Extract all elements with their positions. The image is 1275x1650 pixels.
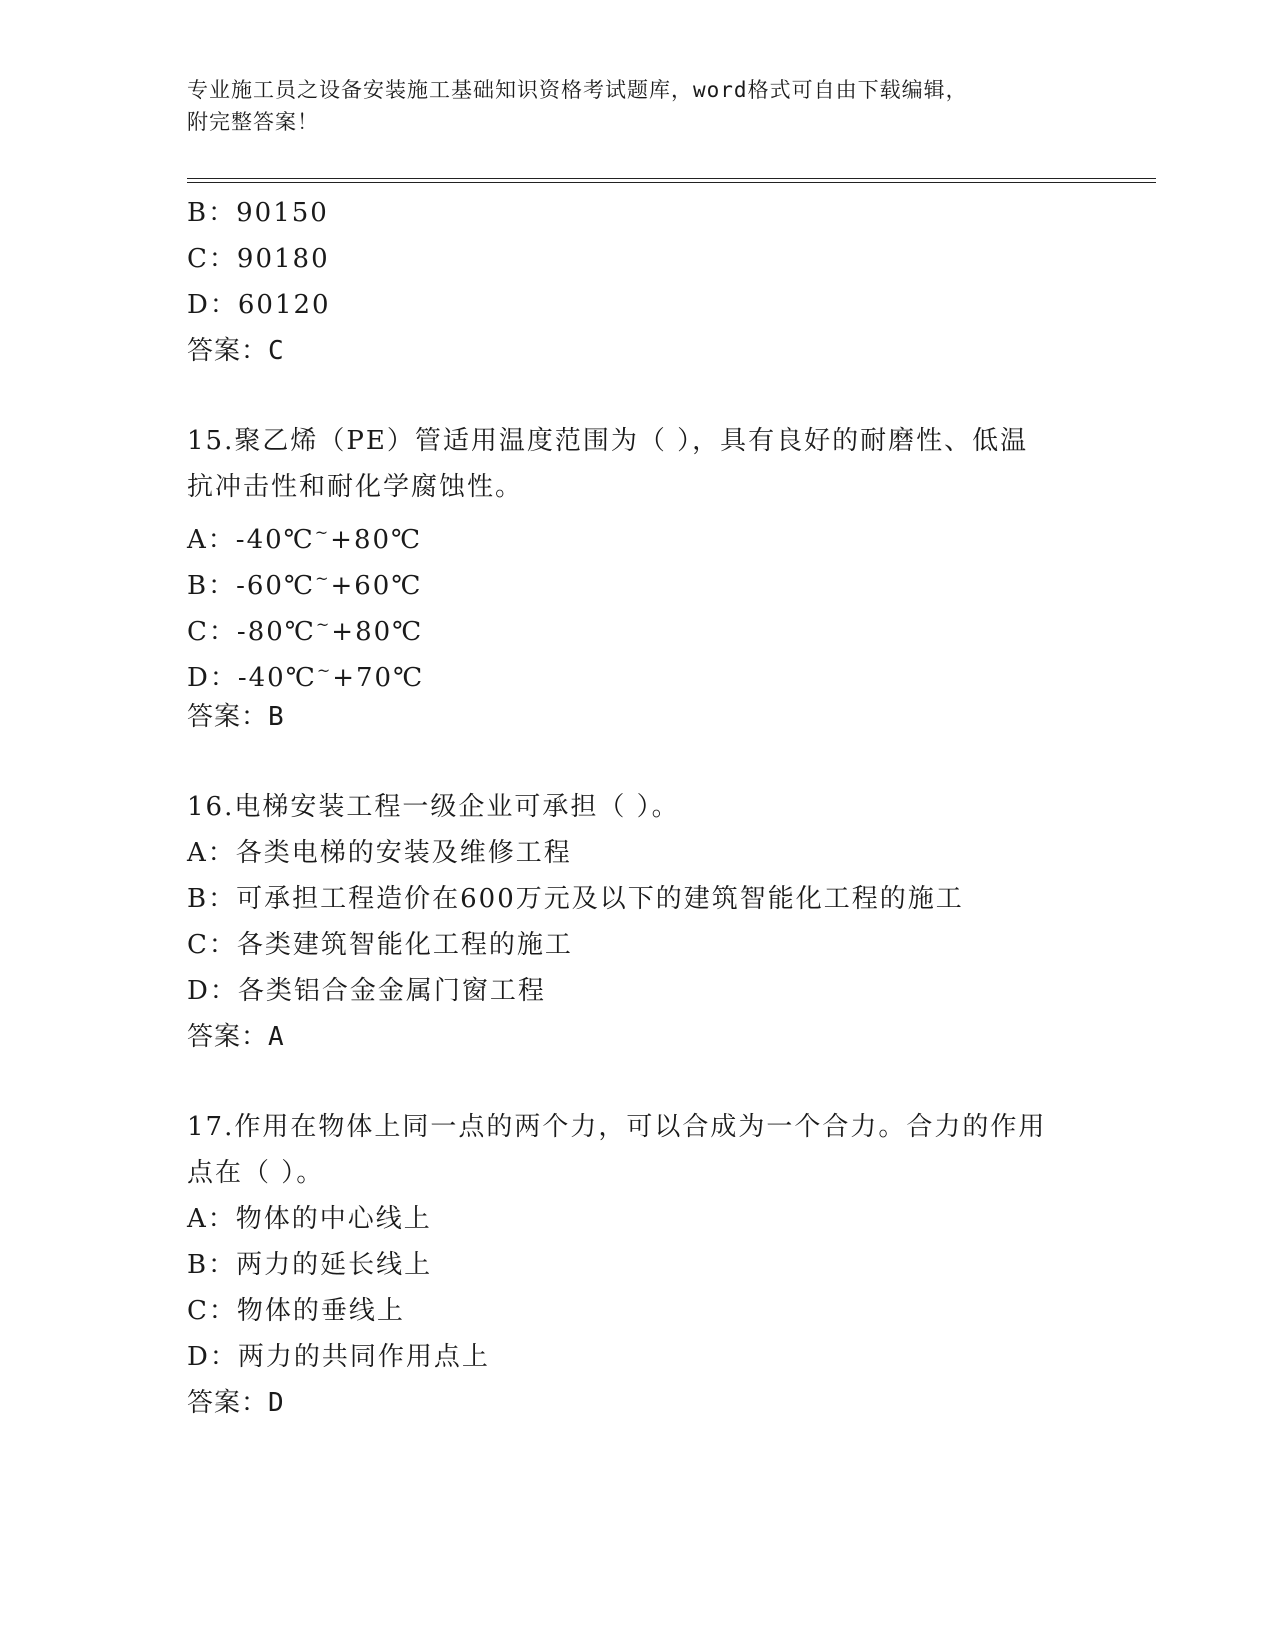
option-b <box>187 876 1087 922</box>
option-text: 物体的垂线上 <box>236 1296 405 1326</box>
option-temp-low: -60℃ <box>236 571 316 601</box>
option-text: 各类电梯的安装及维修工程 <box>235 838 572 868</box>
option-text: 两力的延长线上 <box>236 1250 433 1280</box>
stem-line-1: 17.作用在物体上同一点的两个力，可以合成为一个合力。合力的作用 <box>187 1112 1047 1142</box>
option-c <box>187 236 1087 282</box>
option-label: C： <box>187 930 237 960</box>
option-d <box>187 282 1087 328</box>
question-stem <box>187 418 1067 510</box>
answer-line: 答案：A <box>187 1022 285 1052</box>
option-label: C： <box>187 244 237 274</box>
option-label: B： <box>187 1250 237 1280</box>
option-temp-low: -80℃ <box>236 617 316 647</box>
question-list <box>187 190 1087 1426</box>
stem-line-2: 点在（ ）。 <box>187 1158 325 1188</box>
option-b <box>187 556 1087 602</box>
question-14-tail <box>187 190 1087 374</box>
option-label: B： <box>187 198 237 228</box>
question-17 <box>187 1104 1087 1426</box>
option-label: A： <box>187 838 236 868</box>
option-label: D： <box>187 663 238 693</box>
option-temp-high: +70℃ <box>332 663 425 693</box>
document-header <box>187 74 1087 138</box>
option-a <box>187 1196 1087 1242</box>
tilde-mark: ~ <box>314 523 331 542</box>
tilde-mark: ~ <box>315 615 332 634</box>
question-16 <box>187 784 1087 1060</box>
option-temp-low: -40℃ <box>235 525 315 555</box>
tilde-mark: ~ <box>316 661 333 680</box>
question-stem <box>187 784 1067 830</box>
option-b <box>187 1242 1087 1288</box>
option-d <box>187 1334 1087 1380</box>
option-b <box>187 190 1087 236</box>
option-label: D： <box>187 1342 238 1372</box>
question-stem <box>187 1104 1067 1196</box>
stem-line-1: 16.电梯安装工程一级企业可承担（ ）。 <box>187 792 680 822</box>
option-label: C： <box>187 1296 237 1326</box>
option-label: D： <box>187 290 238 320</box>
option-label: B： <box>187 884 237 914</box>
answer-line: 答案：D <box>187 1388 285 1418</box>
option-c <box>187 1288 1087 1334</box>
option-a <box>187 510 1087 556</box>
option-a <box>187 830 1087 876</box>
tilde-mark: ~ <box>315 569 331 588</box>
option-text: 可承担工程造价在600万元及以下的建筑智能化工程的施工 <box>236 884 964 914</box>
answer-line: 答案：B <box>187 702 285 732</box>
option-label: C： <box>187 617 237 647</box>
option-label: B： <box>187 571 237 601</box>
question-15 <box>187 418 1087 740</box>
stem-line-1: 15.聚乙烯（PE）管适用温度范围为（ ），具有良好的耐磨性、低温 <box>187 426 1029 456</box>
option-temp-high: +60℃ <box>330 571 423 601</box>
option-text: 两力的共同作用点上 <box>237 1342 490 1372</box>
option-text: 60120 <box>237 290 331 320</box>
option-text: 90150 <box>236 198 329 228</box>
option-text: 90180 <box>236 244 330 274</box>
header-line-2: 附完整答案！ <box>187 110 319 134</box>
header-double-rule <box>187 178 1156 183</box>
stem-line-2: 抗冲击性和耐化学腐蚀性。 <box>187 472 524 502</box>
option-text: 各类建筑智能化工程的施工 <box>236 930 573 960</box>
option-label: D： <box>187 976 238 1006</box>
option-temp-low: -40℃ <box>237 663 317 693</box>
option-d <box>187 648 1087 694</box>
option-c <box>187 602 1087 648</box>
option-label: A： <box>187 525 236 555</box>
option-label: A： <box>187 1204 236 1234</box>
header-line-1: 专业施工员之设备安装施工基础知识资格考试题库，word格式可自由下载编辑， <box>187 78 968 102</box>
option-temp-high: +80℃ <box>330 525 423 555</box>
option-d <box>187 968 1087 1014</box>
option-text: 物体的中心线上 <box>235 1204 432 1234</box>
option-text: 各类铝合金金属门窗工程 <box>237 976 546 1006</box>
answer-line: 答案：C <box>187 336 285 366</box>
option-temp-high: +80℃ <box>331 617 424 647</box>
option-c <box>187 922 1087 968</box>
